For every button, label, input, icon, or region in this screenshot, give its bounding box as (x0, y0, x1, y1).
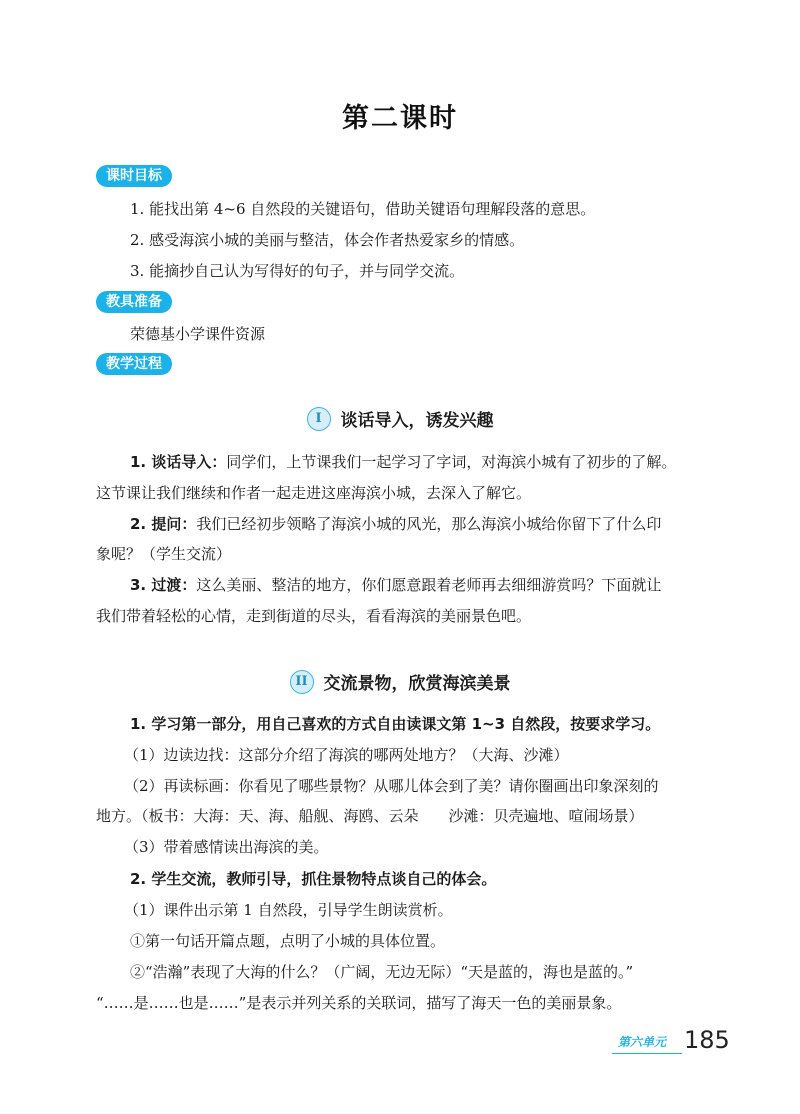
goal-item-3: 3. 能摘抄自己认为写得好的句子，并与同学交流。 (130, 262, 465, 280)
part2-s1-text: 1. 学习第一部分，用自己喜欢的方式自由读课文第 1~3 自然段，按要求学习。 (130, 715, 661, 733)
part2-s1 (130, 713, 660, 735)
part2-s2-1: （1）课件出示第 1 自然段，引导学生朗读赏析。 (124, 901, 453, 919)
part1-p1-line1 (130, 451, 676, 473)
materials-text: 荣德基小学课件资源 (130, 325, 266, 343)
part2-s2-text: 2. 学生交流，教师引导，抓住景物特点谈自己的体会。 (130, 870, 497, 888)
part2-heading-text: 交流景物，欣赏海滨美景 (323, 674, 511, 694)
part2-s2 (130, 868, 496, 890)
part2-s1-3: （3）带着感情读出海滨的美。 (124, 838, 329, 856)
part1-p2-line1 (130, 513, 661, 535)
page-number: 185 (684, 1026, 730, 1054)
part2-s2-c1: ①第一句话开篇点题，点明了小城的具体位置。 (130, 932, 446, 950)
part1-p1-line2: 这节课让我们继续和作者一起走进这座海滨小城，去深入了解它。 (96, 484, 532, 502)
part1-p3-text: 这么美丽、整洁的地方，你们愿意跟着老师再去细细游赏吗？下面就让 (196, 576, 662, 594)
part2-s2-c2b: “……是……也是……”是表示并列关系的关联词，描写了海天一色的美丽景象。 (96, 994, 622, 1012)
part1-p1-label: 1. 谈话导入： (130, 453, 227, 471)
part1-numeral: I (307, 407, 331, 431)
part1-p3-line2: 我们带着轻松的心情，走到街道的尽头，看看海滨的美丽景色吧。 (96, 607, 532, 625)
footer-rule (612, 1053, 682, 1054)
part2-s1-1: （1）边读边找：这部分介绍了海滨的哪两处地方？（大海、沙滩） (124, 746, 569, 764)
goals-badge: 课时目标 (96, 165, 172, 187)
materials-badge: 教具准备 (96, 291, 172, 313)
page-title: 第二课时 (342, 103, 458, 134)
process-badge: 教学过程 (96, 353, 172, 375)
part1-p3-label: 3. 过渡： (130, 576, 197, 594)
part1-p2-label: 2. 提问： (130, 515, 197, 533)
part2-s1-2b: 地方。（板书：大海：天、海、船舰、海鸥、云朵 沙滩：贝壳遍地、喧闹场景） (96, 807, 644, 825)
goal-item-2: 2. 感受海滨小城的美丽与整洁，体会作者热爱家乡的情感。 (130, 231, 525, 249)
part1-heading (0, 408, 800, 434)
part2-s2-c2a: ②“浩瀚”表现了大海的什么？（广阔，无边无际）“天是蓝的，海也是蓝的。” (130, 963, 634, 981)
footer-unit-label: 第六单元 (618, 1035, 667, 1049)
part1-p2-text: 我们已经初步领略了海滨小城的风光，那么海滨小城给你留下了什么印 (196, 515, 662, 533)
part1-heading-text: 谈话导入，诱发兴趣 (340, 411, 494, 431)
part2-numeral: II (290, 670, 314, 694)
part1-p3-line1 (130, 574, 661, 596)
goal-item-1: 1. 能找出第 4~6 自然段的关键语句，借助关键语句理解段落的意思。 (130, 200, 596, 218)
part1-p2-line2: 象呢？（学生交流） (96, 545, 232, 563)
part2-s1-2a: （2）再读标画：你看见了哪些景物？从哪儿体会到了美？请你圈画出印象深刻的 (124, 777, 659, 795)
part1-p1-text: 同学们，上节课我们一起学习了字词，对海滨小城有了初步的了解。 (226, 453, 677, 471)
part2-heading (0, 671, 800, 697)
